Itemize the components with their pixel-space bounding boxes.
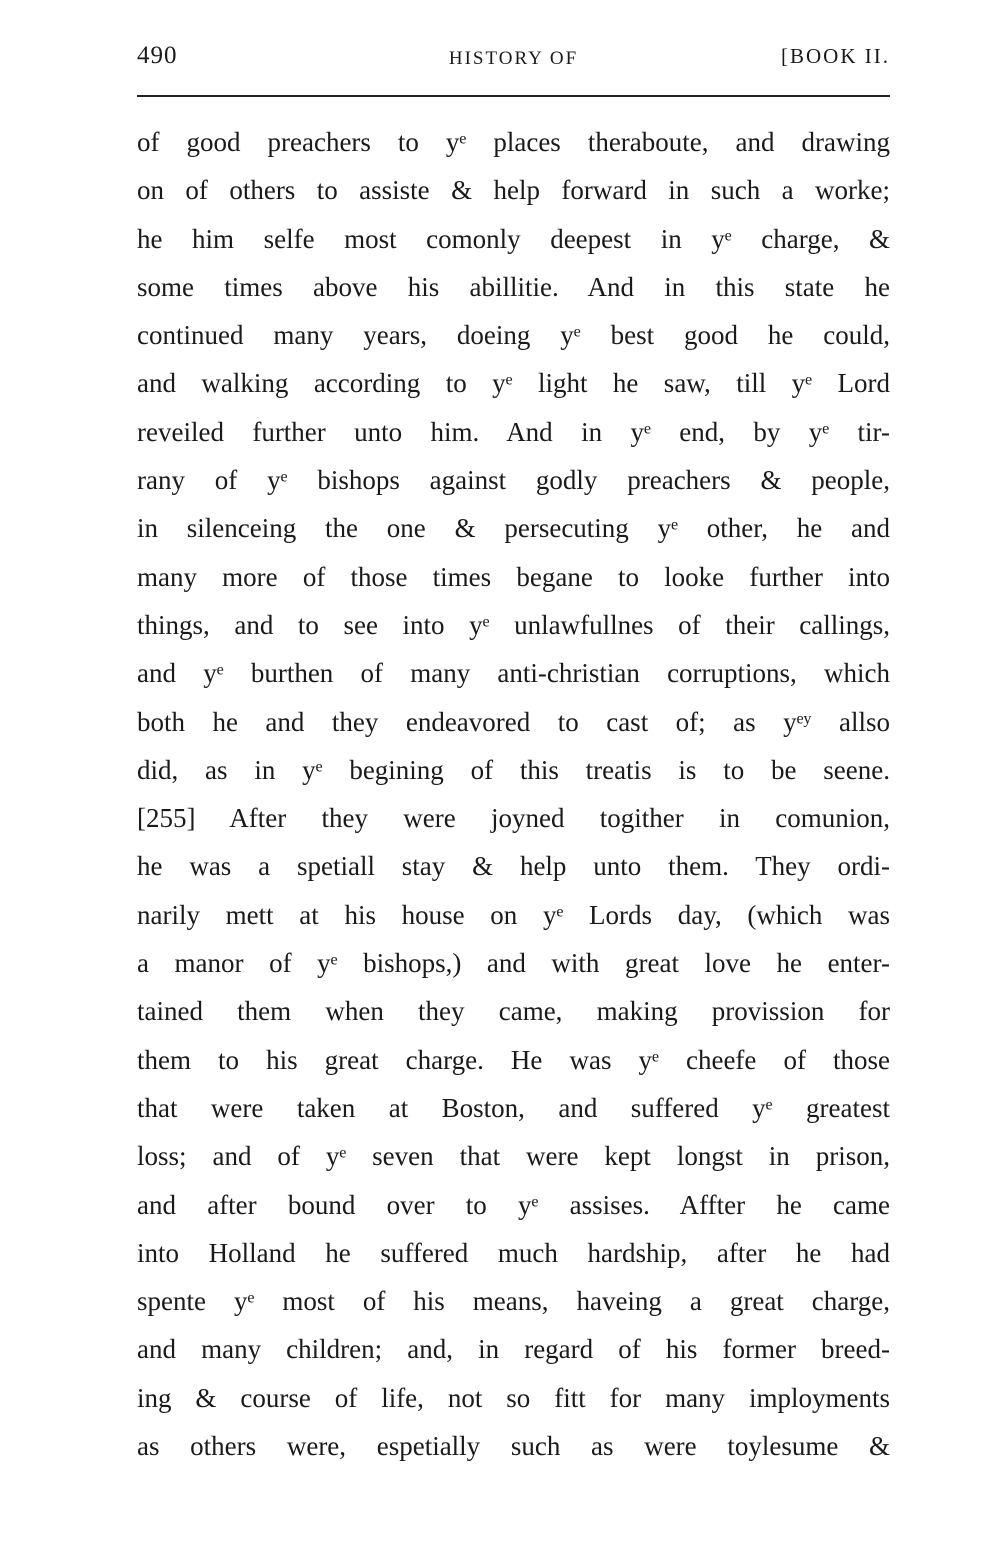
text-line: and many children; and, in regard of his former breed- — [137, 1334, 890, 1365]
text-line: things, and to see into yᵉ unlawfullnes of their callings, — [137, 609, 890, 640]
text-line: spente yᵉ most of his means, haveing a great charge, — [137, 1286, 890, 1317]
text-line: rany of yᵉ bishops against godly preachers & people, — [137, 465, 890, 496]
text-line: did, as in yᵉ begining of this treatis is to be seene. — [137, 754, 890, 785]
text-line: them to his great charge. He was yᵉ cheefe of those — [137, 1044, 890, 1075]
text-line: a manor of yᵉ bishops,) and with great love he enter- — [137, 948, 890, 979]
text-line: and walking according to yᵉ light he saw, till yᵉ Lord — [137, 368, 890, 399]
text-line: continued many years, doeing yᵉ best good he could, — [137, 320, 890, 351]
body-text — [137, 118, 890, 1470]
text-line: narily mett at his house on yᵉ Lords day, (which was — [137, 899, 890, 930]
text-line: reveiled further unto him. And in yᵉ end, by yᵉ tir- — [137, 416, 890, 447]
text-line: and yᵉ burthen of many anti-christian corruptions, which — [137, 658, 890, 689]
text-line: both he and they endeavored to cast of; as yᵉʸ allso — [137, 706, 890, 737]
text-line: some times above his abillitie. And in this state he — [137, 271, 890, 302]
text-line: tained them when they came, making provission for — [137, 996, 890, 1027]
text-line: [255] After they were joyned togither in comunion, — [137, 803, 890, 834]
text-line: as others were, espetially such as were toylesume & — [137, 1431, 890, 1462]
running-title: HISTORY OF — [448, 48, 579, 69]
text-line: he was a spetiall stay & help unto them. They ordi- — [137, 851, 890, 882]
text-line: of good preachers to yᵉ places theraboute, and drawing — [137, 127, 890, 157]
text-line: and after bound over to yᵉ assises. Affter he came — [137, 1189, 890, 1220]
text-line: many more of those times begane to looke further into — [137, 561, 890, 592]
header-rule — [137, 95, 890, 97]
book-reference: [BOOK II. — [781, 44, 890, 68]
text-line: he him selfe most comonly deepest in yᵉ charge, & — [137, 223, 890, 254]
text-line: in silenceing the one & persecuting yᵉ other, he and — [137, 513, 890, 544]
text-line: loss; and of yᵉ seven that were kept longst in prison, — [137, 1141, 890, 1172]
text-line: into Holland he suffered much hardship, after he had — [137, 1237, 890, 1268]
text-line: ing & course of life, not so fitt for many imployments — [137, 1382, 890, 1413]
page-header — [137, 42, 890, 82]
page-number: 490 — [137, 42, 178, 69]
text-line: on of others to assiste & help forward in such a worke; — [137, 175, 890, 206]
text-line: that were taken at Boston, and suffered yᵉ greatest — [137, 1092, 890, 1123]
